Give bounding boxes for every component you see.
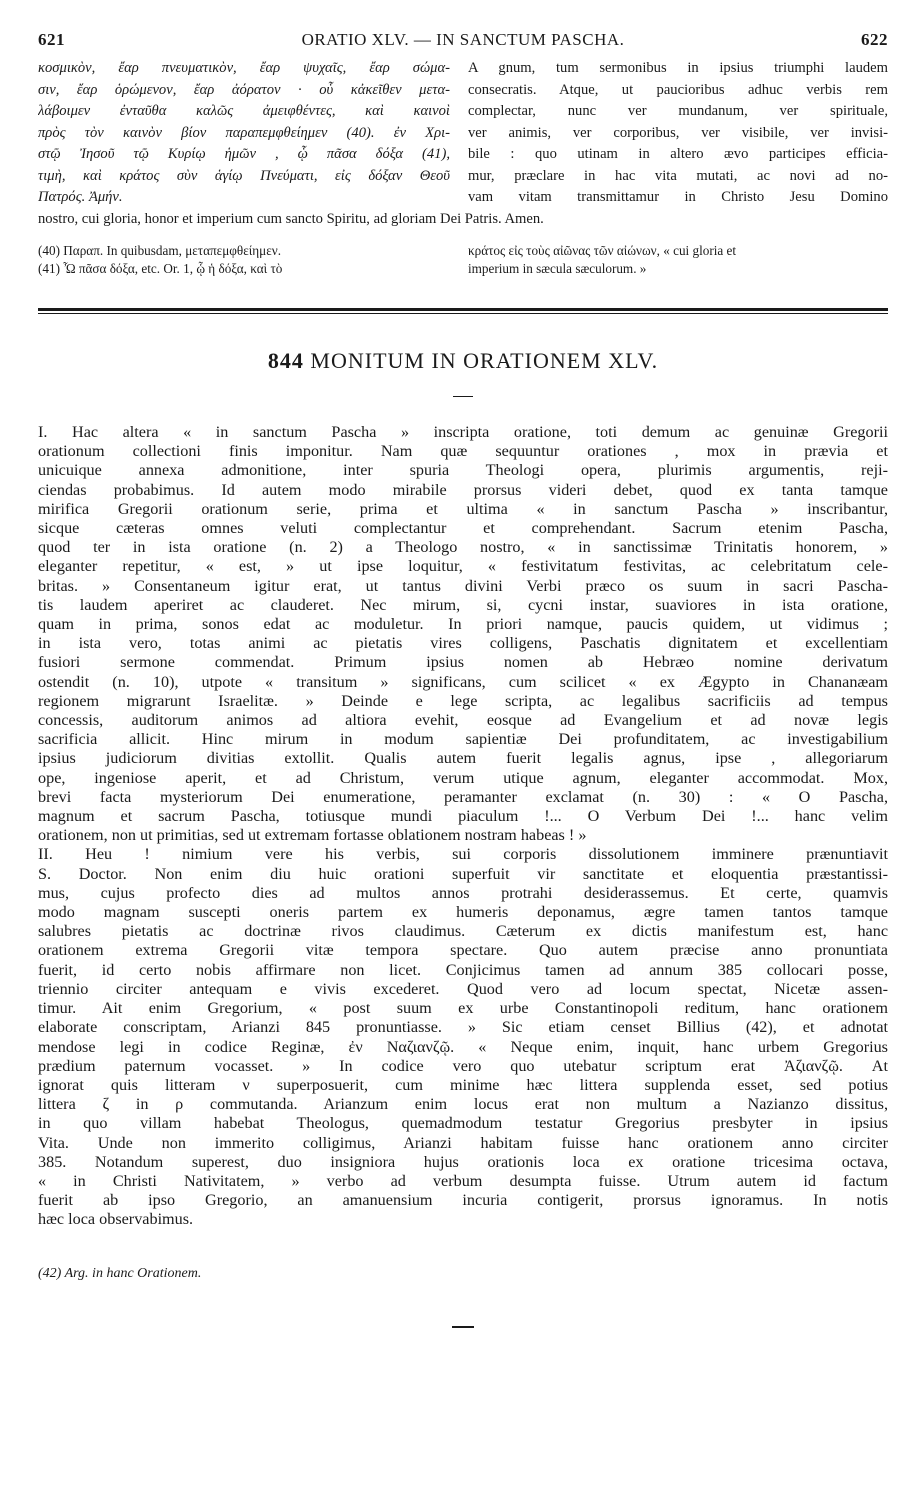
notes-right bbox=[468, 242, 888, 278]
monitum-number: 844 bbox=[267, 348, 304, 373]
body-line: fuerit, id certo nobis affirmare non licet. Conjicimus tamen ad annum 385 collocari posse, bbox=[38, 960, 888, 979]
greek-line: κοσμικὸν, ἔαρ πνευματικὸν, ἔαρ ψυχαῖς, ἔαρ σώμα- bbox=[38, 60, 450, 76]
body-line: sicque cæteras omnes veluti complectantur et comprehendant. Sacrum etenim Pascha, bbox=[38, 519, 888, 538]
body-line: « in Christi Nativitatem, » verbo ad verbum desumpta fuisse. Utrum autem id factum bbox=[38, 1171, 888, 1190]
body-line: orationem, non ut primitias, sed ut extremam fortasse oblationem nostram habeas ! » bbox=[38, 826, 587, 845]
body-line: sacrificia allicit. Hinc mirum in modum sapientiæ Dei profunditatem, ac investigabilium bbox=[38, 730, 888, 749]
greek-column bbox=[38, 58, 450, 209]
latin-column bbox=[468, 58, 888, 209]
page-number-left: 621 bbox=[38, 30, 65, 49]
body-line: fusiori sermone commendat. Primum ipsius nomen ab Hebræo nomine derivatum bbox=[38, 653, 888, 672]
body-line: mus, cujus profecto dies ad multos annos protrahi desiderassemus. Et certe, quamvis bbox=[38, 883, 888, 902]
greek-line: πρὸς τὸν καινὸν βίον παραπεμφθείημεν (40). ἐν Χρι- bbox=[38, 124, 450, 141]
body-line: magnum et sacrum Pascha, totiusque mundi piaculum !... O Verbum Dei !... hanc velim bbox=[38, 807, 888, 826]
bilingual-columns bbox=[38, 58, 888, 209]
page-number-right: 622 bbox=[860, 30, 888, 49]
greek-line: Πατρός. Ἀμήν. bbox=[38, 189, 123, 205]
latin-line: vam vitam transmittamur in Christo Jesu Domino bbox=[468, 189, 888, 205]
latin-continuation: nostro, cui gloria, honor et imperium cum sancto Spiritu, ad gloriam Dei Patris. Amen. bbox=[38, 210, 544, 227]
heading-dash bbox=[453, 396, 473, 397]
body-line: ipsius judiciorum divitias extollit. Qualis autem fuerit legalis agnus, ipse , allegoriarum bbox=[38, 749, 888, 768]
body-line: fuerit ab ipso Gregorio, an amanuensium incuria contigerit, prorsus ignoramus. In notis bbox=[38, 1191, 888, 1210]
body-line: Vita. Unde non immerito colligimus, Arianzi habitam fuisse hanc orationem anno circiter bbox=[38, 1133, 888, 1152]
body-line: littera ζ in ρ commutanda. Arianzum enim locus erat non multum a Nazianzo dissitus, bbox=[38, 1095, 888, 1114]
body-line: ostendit (n. 10), utpote « transitum » significans, cum scilicet « ex Ægypto in Chananæam bbox=[38, 672, 888, 691]
monitum-heading bbox=[38, 348, 888, 374]
latin-line: ver animis, ver corporibus, ver visibile, ver invisi- bbox=[468, 124, 888, 141]
body-line: ciendas probabimus. Id autem modo mirabile prorsus videri debet, quod ex tanta tamque bbox=[38, 480, 888, 499]
body-line: I. Hac altera « in sanctum Pascha » inscripta oratione, toti demum ac genuinæ Gregorii bbox=[38, 423, 888, 441]
body-line: elaborate conscriptam, Arianzi 845 pronuntiasse. » Sic etiam censet Billius (42), et adnotat bbox=[38, 1018, 888, 1037]
body-line: quod ter in ista oratione (n. 2) a Theologo nostro, « in sanctissimæ Trinitatis honorem, » bbox=[38, 538, 888, 557]
body-line: orationum collectioni finis imponitur. Nam quæ sequuntur orationes , mox in prævia et bbox=[38, 442, 888, 461]
body-line: mirifica Gregorii orationum serie, prima et ultima « in sanctum Pascha » inscribantur, bbox=[38, 499, 888, 518]
note-line: κράτος εἰς τοὺς αἰῶνας τῶν αἰώνων, « cui gloria et bbox=[468, 243, 737, 258]
note-line: (41) Ὦ πᾶσα δόξα, etc. Or. 1, ᾧ ἡ δόξα, καὶ τὸ bbox=[38, 261, 283, 276]
latin-line: complectar, nunc ver mundanum, ver spirituale, bbox=[468, 103, 888, 119]
column-footnotes bbox=[38, 242, 888, 278]
body-line: eleganter repetitur, « est, » ut ipse loquitur, « festivitatum festivitas, ac celebritatum cele- bbox=[38, 557, 888, 576]
body-line: concessis, auditorum animos ad altiora evehit, eosque ad Evangelium et ad novæ legis bbox=[38, 711, 888, 730]
body-line: in quo villam habebat Theologus, quemadmodum testatur Gregorius presbyter in ipsius bbox=[38, 1114, 888, 1133]
monitum-title: MONITUM IN ORATIONEM XLV. bbox=[310, 348, 659, 373]
latin-line: mur, præclare in hac vita mutati, ac novi ad no- bbox=[468, 167, 888, 184]
latin-line: consecratis. Atque, ut paucioribus adhuc verbis rem bbox=[468, 81, 888, 98]
body-line: prædium paternum vocasset. » In codice vero quo utebatur scriptum erat Ἀζιανζῷ. At bbox=[38, 1056, 888, 1075]
monitum-body bbox=[38, 423, 888, 1230]
body-line: tis laudem aperiret ac clauderet. Nec mirum, si, cycni instar, suaviores in ista oratione, bbox=[38, 595, 888, 614]
latin-line: bile : quo utinam in altero ævo participes efficia- bbox=[468, 146, 888, 162]
running-header bbox=[38, 30, 888, 56]
body-line: ope, ingeniose aperit, et ad Christum, verum utique agnum, eleganter accommodat. Mox, bbox=[38, 768, 888, 787]
greek-line: στῷ Ἰησοῦ τῷ Κυρίῳ ἡμῶν , ᾧ πᾶσα δόξα (41), bbox=[38, 146, 450, 162]
body-line: regionem migrarunt Israelitæ. » Deinde e lege scripta, ac legalibus sacrificiis ad tempus bbox=[38, 691, 888, 710]
notes-left bbox=[38, 242, 450, 278]
body-line: S. Doctor. Non enim diu huic orationi superfuit vir sanctitate et eloquentia præstantissi- bbox=[38, 864, 888, 883]
body-line: hæc loca observabimus. bbox=[38, 1210, 194, 1229]
running-title: ORATIO XLV. — IN SANCTUM PASCHA. bbox=[301, 30, 625, 49]
body-line: unicuique annexa admonitione, inter spuria Theologi opera, plurimis argumentis, reji- bbox=[38, 461, 888, 480]
page bbox=[38, 30, 888, 1328]
body-line: ignorat quis litteram ν superposuerit, cum minime hæc littera supplenda esset, sed potius bbox=[38, 1075, 888, 1094]
end-dash bbox=[452, 1326, 474, 1328]
note-line: (40) Παραπ. In quibusdam, μεταπεμφθείημεν. bbox=[38, 243, 282, 258]
body-line: triennio circiter antequam e vivis excederet. Quod vero ad locum spectat, Nicetæ assen- bbox=[38, 979, 888, 998]
body-line: mendose legi in codice Reginæ, ἐν Ναζιανζῷ. « Neque enim, inquit, hanc urbem Gregorius bbox=[38, 1037, 888, 1056]
body-line: brevi facta mysteriorum Dei enumeratione, peramanter exclamat (n. 30) : « O Pascha, bbox=[38, 787, 888, 806]
body-line: timur. Ait enim Gregorium, « post suum ex urbe Constantinopoli reditum, hanc orationem bbox=[38, 999, 888, 1018]
footnote-42: (42) Arg. in hanc Orationem. bbox=[38, 1265, 202, 1281]
section-divider-thick bbox=[38, 308, 888, 311]
section-divider-thin bbox=[38, 313, 888, 314]
body-line: salubres pietatis ac doctrinæ rivos claudimus. Cæterum ex dictis manifestum est, hanc bbox=[38, 922, 888, 941]
body-line: quam in prima, sonos edat ac moduletur. In priori namque, paucis quidem, ut vidimus ; bbox=[38, 615, 888, 634]
greek-line: τιμὴ, καὶ κράτος σὺν ἁγίῳ Πνεύματι, εἰς δόξαν Θεοῦ bbox=[38, 167, 450, 184]
body-line: britas. » Consentaneum igitur erat, ut tantus divini Verbi præco os suum in sacri Pascha- bbox=[38, 576, 888, 595]
note-line: imperium in sæcula sæculorum. » bbox=[468, 261, 647, 276]
body-line: II. Heu ! nimium vere his verbis, sui corporis dissolutionem imminere prænuntiavit bbox=[38, 845, 888, 864]
body-line: orationem extrema Gregorii vitæ tempora spectare. Quo autem præcise anno pronuntiata bbox=[38, 941, 888, 960]
greek-line: λάβοιμεν ἐνταῦθα καλῶς ἀμειφθέντες, καὶ καινοὶ bbox=[38, 103, 450, 119]
greek-line: σιν, ἔαρ ὁρώμενον, ἔαρ ἀόρατον · οὗ κἀκεῖθεν μετα- bbox=[38, 81, 450, 98]
body-line: 385. Notandum superest, duo insigniora hujus orationis loca ex oratione tricesima octava, bbox=[38, 1152, 888, 1171]
latin-line: A gnum, tum sermonibus in ipsius triumphi laudem bbox=[468, 60, 888, 76]
body-line: modo magnam suscepti oneris partem ex humeris deponamus, ægre tamen tantos tamque bbox=[38, 903, 888, 922]
body-line: in ista vero, totas animi ac pietatis vires colligens, Paschatis dignitatem et excellentiam bbox=[38, 634, 888, 653]
